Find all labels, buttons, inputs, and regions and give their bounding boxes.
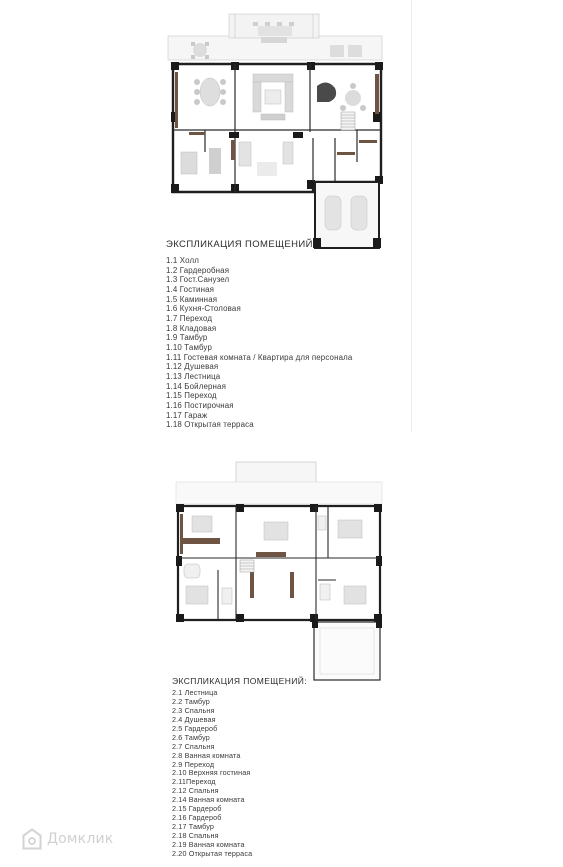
room-entry: 1.10 Тамбур (166, 342, 212, 352)
room-entry: 2.11Переход (172, 777, 216, 787)
dining-set (194, 78, 226, 106)
room-entry: 2.2 Тамбур (172, 696, 210, 706)
room-entry: 1.3 Гост.Санузел (166, 275, 230, 285)
room-entry: 1.2 Гардеробная (166, 265, 230, 275)
room-entry: 1.14 Бойлерная (166, 381, 227, 391)
room-entry: 1.8 Кладовая (166, 323, 217, 333)
room-entry: 2.15 Гардероб (172, 804, 222, 814)
room-entry: 2.19 Ванная комната (172, 839, 245, 849)
staircase-2 (240, 560, 254, 572)
room-entry: 2.14 Ванная комната (172, 795, 245, 805)
room-entry: 2.6 Тамбур (172, 732, 210, 742)
room-entry: 1.11 Гостевая комната / Квартира для персонала (166, 352, 353, 362)
room-entry: 2.16 Гардероб (172, 813, 222, 823)
watermark-brand: Домклик (47, 831, 114, 847)
legend-title: ЭКСПЛИКАЦИЯ ПОМЕЩЕНИЙ: (166, 239, 316, 250)
room-entry: 1.1 Холл (166, 256, 199, 265)
piano-lounge (317, 82, 366, 111)
page-divider (411, 0, 412, 432)
first-floor-legend (166, 239, 406, 430)
room-entry: 2.5 Гардероб (172, 723, 218, 733)
room-entry: 2.18 Спальня (172, 831, 219, 840)
room-entry: 1.7 Переход (166, 313, 213, 323)
room-entry: 1.13 Лестница (166, 371, 221, 381)
room-entry: 2.20 Открытая терраса (172, 848, 253, 858)
room-list (166, 256, 406, 430)
room-entry: 2.9 Переход (172, 759, 215, 769)
second-floor-drawing (168, 460, 390, 682)
room-entry: 1.17 Гараж (166, 410, 208, 420)
room-entry: 2.4 Душевая (172, 714, 216, 724)
room-entry: 1.6 Кухня-Столовая (166, 304, 241, 314)
room-entry: 1.5 Каминная (166, 294, 218, 304)
room-entry: 2.10 Верхняя гостиная (172, 768, 251, 778)
first-floor-plan (165, 12, 387, 252)
second-floor-legend (172, 676, 402, 859)
room-entry: 2.7 Спальня (172, 741, 215, 751)
guest-room (239, 142, 293, 176)
room-list (172, 689, 402, 859)
terrace-upper (176, 462, 382, 506)
room-entry: 2.3 Спальня (172, 705, 215, 715)
room-entry: 1.4 Гостиная (166, 284, 215, 294)
balcony (312, 620, 382, 680)
domclick-watermark (22, 826, 113, 852)
first-floor-drawing (165, 12, 387, 252)
room-entry: 2.12 Спальня (172, 786, 219, 796)
second-floor-plan (168, 460, 390, 682)
living-sofas (253, 74, 293, 120)
room-entry: 1.12 Душевая (166, 362, 219, 372)
terrace-top (168, 14, 382, 60)
staircase (341, 112, 355, 130)
room-entry: 1.9 Тамбур (166, 333, 208, 343)
room-entry: 1.18 Открытая терраса (166, 420, 254, 430)
legend-title: ЭКСПЛИКАЦИЯ ПОМЕЩЕНИЙ: (172, 676, 308, 686)
house-logo-icon (22, 828, 42, 850)
beds (186, 516, 366, 604)
room-entry: 1.16 Постирочная (166, 400, 234, 410)
room-entry: 2.8 Ванная комната (172, 750, 241, 760)
room-entry: 1.15 Переход (166, 391, 217, 401)
room-entry: 2.1 Лестница (172, 688, 218, 697)
kitchen-island (181, 148, 221, 174)
room-entry: 2.17 Тамбур (172, 822, 215, 832)
